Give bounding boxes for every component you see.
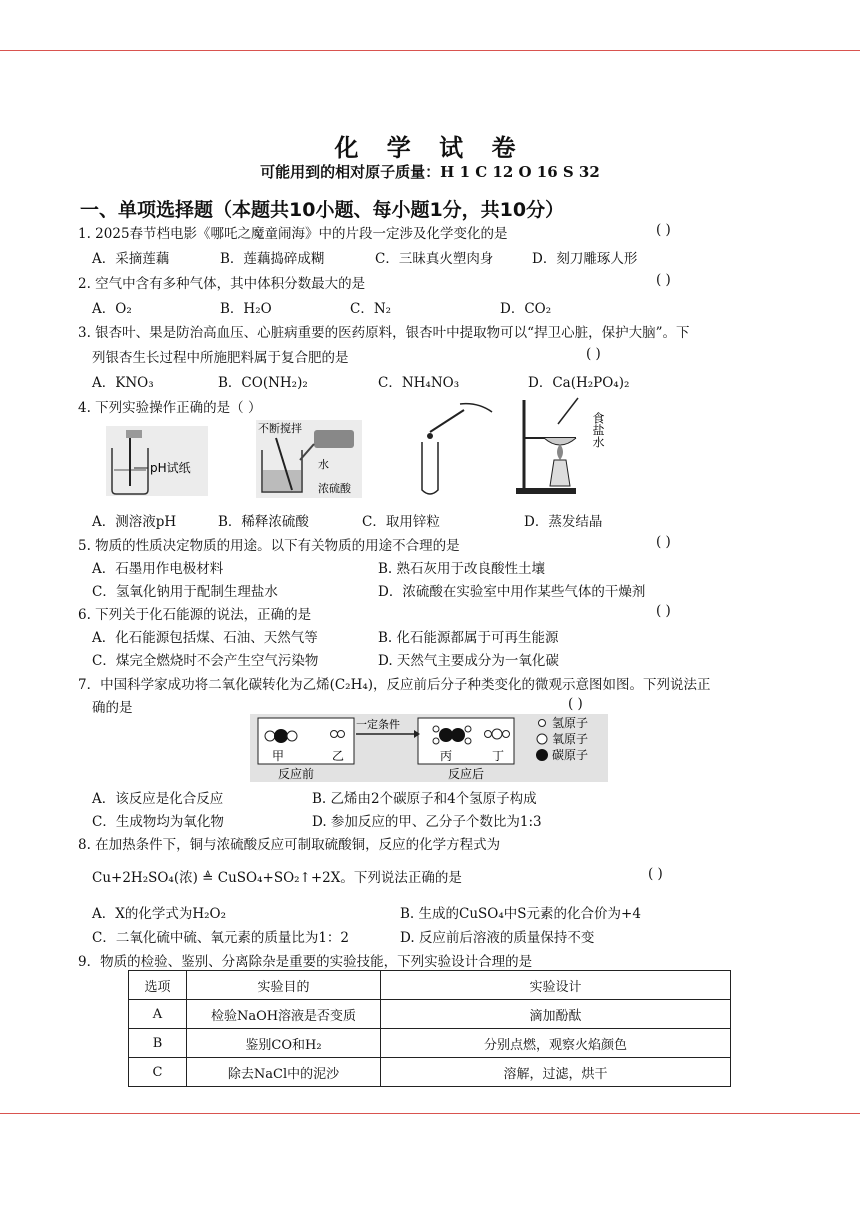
q8-stem-tail: 。下列说法正确的是 [340,870,462,886]
q4-label-stir: 不断搅拌 [258,422,302,435]
q8-stem: 8. 在加热条件下，铜与浓硫酸反应可制取硫酸铜，反应的化学方程式为 [78,837,501,853]
q6-answer-paren: ( ) [656,603,671,619]
q4-stem: 4. 下列实验操作正确的是（ ） [78,400,262,416]
table-cell: 溶解，过滤，烘干 [381,1058,731,1087]
q3-option-a: A．KNO₃ [92,375,154,391]
q3-stem-line1: 3. 银杏叶、果是防治高血压、心脏病重要的医药原料，银杏叶中提取物可以“捍卫心脏，保护大脑”。下 [78,325,690,341]
q4-option-a: A．测溶液pH [92,514,177,530]
table-cell: 除去NaCl中的泥沙 [187,1058,381,1087]
q2-answer-paren: ( ) [656,272,671,288]
q7-legend-o: 氧原子 [552,732,589,746]
q9-stem: 9．物质的检验、鉴别、分离除杂是重要的实验技能，下列实验设计合理的是 [78,954,533,970]
q7-label-ding: 丁 [492,749,505,763]
table-row [129,1000,731,1029]
q6-option-a: A．化石能源包括煤、石油、天然气等 [92,630,318,646]
q7-stem-line1: 7．中国科学家成功将二氧化碳转化为乙烯(C₂H₄)，反应前后分子种类变化的微观示意图如图。下列说法正 [78,677,711,693]
table-header-cell: 实验设计 [381,971,731,1000]
q6-option-d: D. 天然气主要成分为一氧化碳 [378,653,559,669]
table-cell: B [129,1029,187,1058]
q3-option-b: B．CO(NH₂)₂ [218,375,308,391]
q5-option-a: A．石墨用作电极材料 [92,561,224,577]
q4-label-acid: 浓硫酸 [318,482,351,495]
q1-stem: 1. 2025春节档电影《哪吒之魔童闹海》中的片段一定涉及化学变化的是 [78,226,508,242]
q1-option-a: A．采摘莲藕 [92,251,170,267]
q8-option-a: A．X的化学式为H₂O₂ [92,906,227,922]
q7-stem-line2: 确的是 [92,700,133,716]
q4-figure-evaporation [514,394,624,496]
q7-legend-c: 碳原子 [552,748,589,762]
q7-answer-paren: ( ) [568,696,583,712]
q4-label-water: 水 [318,458,329,471]
q2-option-a: A．O₂ [92,301,132,317]
q2-stem: 2. 空气中含有多种气体，其中体积分数最大的是 [78,276,366,292]
q3-option-c: C．NH₄NO₃ [378,375,460,391]
q7-option-a: A．该反应是化合反应 [92,791,224,807]
q8-option-b: B. 生成的CuSO₄中S元素的化合价为+4 [400,906,641,922]
page-title: 化 学 试 卷 [334,133,526,162]
q5-option-c: C．氢氧化钠用于配制生理盐水 [92,584,278,600]
q4-label-ph-paper: pH试纸 [150,461,191,475]
q6-stem: 6. 下列关于化石能源的说法，正确的是 [78,607,312,623]
q5-option-d: D．浓硫酸在实验室中用作某些气体的干燥剂 [378,584,646,600]
table-cell: 鉴别CO和H₂ [187,1029,381,1058]
q4-figure-dilute-acid [256,420,362,498]
q8-equation-line [92,866,462,886]
table-row [129,1029,731,1058]
q7-label-after: 反应后 [448,767,485,781]
q7-label-condition: 一定条件 [356,718,400,731]
q2-option-c: C．N₂ [350,301,392,317]
q7-label-bing: 丙 [440,749,453,763]
q4-figure-take-zinc [412,402,498,498]
q4-option-d: D．蒸发结晶 [524,514,603,530]
q4-option-c: C．取用锌粒 [362,514,440,530]
atomic-masses: 可能用到的相对原子质量：H 1 C 12 O 16 S 32 [260,163,600,181]
table-cell: 分别点燃，观察火焰颜色 [381,1029,731,1058]
q7-label-jia: 甲 [272,749,285,763]
table-header-cell: 实验目的 [187,971,381,1000]
q4-label-salt-water: 食盐水 [591,412,605,448]
section-heading: 一、单项选择题（本题共10小题、每小题1分，共10分） [80,199,565,221]
q5-option-b: B. 熟石灰用于改良酸性土壤 [378,561,546,577]
table-cell: C [129,1058,187,1087]
q8-equation: Cu+2H₂SO₄(浓) ≜ CuSO₄+SO₂↑+2X [92,870,341,886]
q4-option-b: B．稀释浓硫酸 [218,514,309,530]
q7-option-d: D. 参加反应的甲、乙分子个数比为1:3 [312,814,542,830]
table-cell: A [129,1000,187,1029]
q6-option-c: C．煤完全燃烧时不会产生空气污染物 [92,653,319,669]
table-header-cell: 选项 [129,971,187,1000]
q3-answer-paren: ( ) [586,346,601,362]
q8-answer-paren: ( ) [648,866,663,882]
q7-legend-h: 氢原子 [552,716,589,730]
top-rule [0,50,860,51]
q3-stem-line2: 列银杏生长过程中所施肥料属于复合肥的是 [92,350,349,366]
q2-option-b: B．H₂O [220,301,272,317]
q1-answer-paren: ( ) [656,222,671,238]
table-cell: 检验NaOH溶液是否变质 [187,1000,381,1029]
q7-reaction-diagram [250,714,608,782]
q1-option-d: D．刻刀雕琢人形 [532,251,638,267]
q1-option-c: C．三昧真火塑肉身 [375,251,494,267]
bottom-rule [0,1113,860,1114]
q4-figure-ph-test [106,426,208,496]
q8-option-d: D. 反应前后溶液的质量保持不变 [400,930,595,946]
q7-option-b: B. 乙烯由2个碳原子和4个氢原子构成 [312,791,537,807]
q1-option-b: B．莲藕捣碎成糊 [220,251,325,267]
q3-option-d: D．Ca(H₂PO₄)₂ [528,375,630,391]
q9-table [128,970,731,1087]
q2-option-d: D．CO₂ [500,301,552,317]
q7-option-c: C．生成物均为氧化物 [92,814,224,830]
table-row [129,1058,731,1087]
table-cell: 滴加酚酞 [381,1000,731,1029]
q8-option-c: C．二氧化硫中硫、氧元素的质量比为1：2 [92,930,350,946]
q7-label-yi: 乙 [332,749,345,763]
q6-option-b: B. 化石能源都属于可再生能源 [378,630,559,646]
q5-answer-paren: ( ) [656,534,671,550]
q7-label-before: 反应前 [278,767,315,781]
q5-stem: 5. 物质的性质决定物质的用途。以下有关物质的用途不合理的是 [78,538,460,554]
table-header-row [129,971,731,1000]
